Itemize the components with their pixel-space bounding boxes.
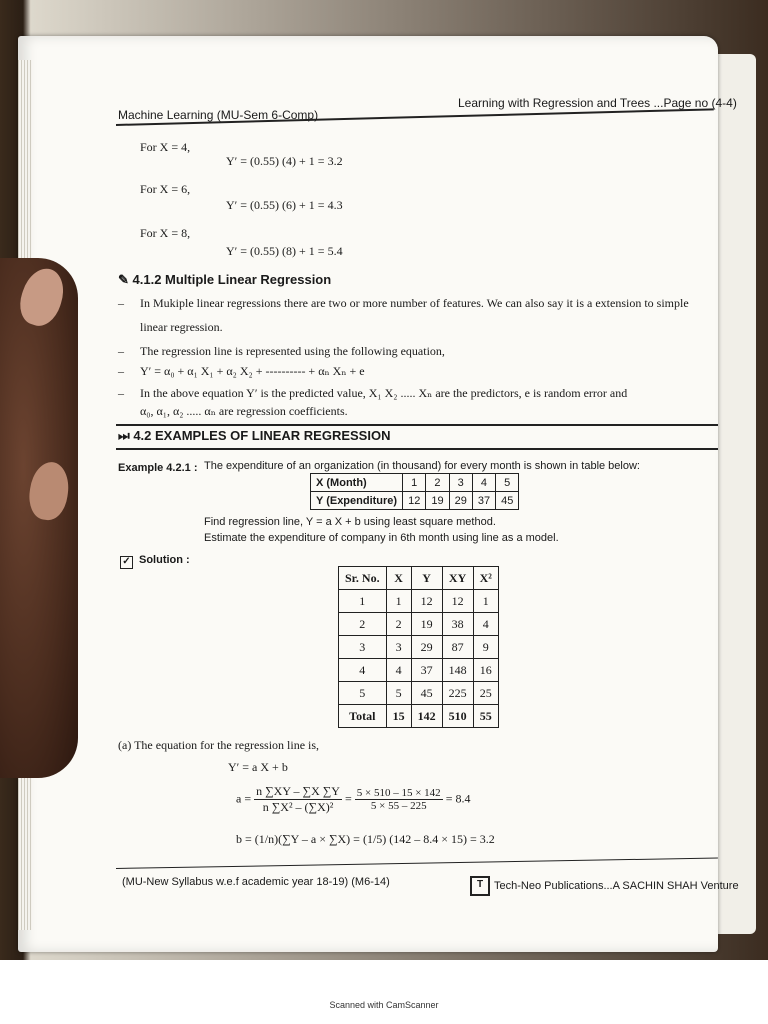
equation-lhs: a = xyxy=(236,791,252,806)
table-cell: 1 xyxy=(339,590,387,613)
column-header: Y xyxy=(411,567,442,590)
pencil-icon: ✎ xyxy=(118,272,133,287)
example-label: Example 4.2.1 : xyxy=(118,462,198,474)
paragraph-line: In Mukiple linear regressions there are two or more number of features. We can also say it is a extension to simple xyxy=(140,296,689,310)
column-header: X² xyxy=(473,567,498,590)
table-cell: 12 xyxy=(403,492,426,510)
table-cell: 29 xyxy=(411,636,442,659)
table-row xyxy=(339,659,499,682)
equation-result: = 8.4 xyxy=(445,791,471,806)
fraction-denominator: 5 × 55 – 225 xyxy=(370,800,427,812)
table-cell: 2 xyxy=(339,613,387,636)
equation-a: a = $\frac{n \sum XY - \sum X \sum Y}{\text{n ∑X² – (∑X)²}}$ = $\frac{5 \times 510 - 15 \times 142}{5 \times 55 - 225}$ = 8.4 xyxy=(236,784,471,814)
row-label: Y (Expenditure) xyxy=(311,492,403,510)
part-a-text: (a) The equation for the regression line is, xyxy=(118,738,320,752)
fraction-numerator: 5 × 510 – 15 × 142 xyxy=(356,787,441,799)
table-header-row xyxy=(339,567,499,590)
table-cell: 12 xyxy=(442,590,473,613)
solution-table xyxy=(338,566,499,728)
fraction-denominator: n ∑X² – (∑X)² xyxy=(262,800,334,814)
table-cell: 4 xyxy=(472,474,495,492)
running-header-left: Machine Learning (MU-Sem 6-Comp) xyxy=(118,108,319,122)
table-cell: 29 xyxy=(449,492,472,510)
table-cell: 4 xyxy=(339,659,387,682)
table-cell: 4 xyxy=(473,613,498,636)
table-cell: 37 xyxy=(472,492,495,510)
section-heading-4-1-2: ✎ 4.1.2 Multiple Linear Regression xyxy=(118,272,332,287)
paragraph-line: linear regression. xyxy=(140,320,223,334)
bullet-dash: – xyxy=(118,344,124,358)
fraction xyxy=(355,787,443,812)
task-text: Find regression line, Y = a X + b using least square method. xyxy=(204,516,496,528)
footer-right: T Tech-Neo Publications...A SACHIN SHAH Venture xyxy=(470,876,739,896)
fraction xyxy=(254,784,342,815)
table-cell: 3 xyxy=(386,636,411,659)
table-cell: 5 xyxy=(386,682,411,705)
table-cell: 16 xyxy=(473,659,498,682)
table-cell: 5 xyxy=(339,682,387,705)
table-cell: 45 xyxy=(496,492,519,510)
row-label: X (Month) xyxy=(311,474,403,492)
table-cell: 3 xyxy=(449,474,472,492)
solution-label: ✓ Solution : xyxy=(120,554,190,569)
prediction-equation: Y′ = (0.55) (4) + 1 = 3.2 xyxy=(226,154,343,168)
prediction-condition: For X = 4, xyxy=(140,140,191,154)
scanner-watermark: Scanned with CamScanner xyxy=(329,1000,439,1010)
table-row xyxy=(311,492,519,510)
column-header: X xyxy=(386,567,411,590)
table-cell: 142 xyxy=(411,705,442,728)
equation-line: Y′ = α₀ + α₁ X₁ + α₂ X₂ + ---------- + αₙ Xₙ + e xyxy=(140,364,365,378)
table-row xyxy=(339,613,499,636)
prediction-equation: Y′ = (0.55) (6) + 1 = 4.3 xyxy=(226,198,343,212)
table-cell: 1 xyxy=(473,590,498,613)
checkbox-icon: ✓ xyxy=(120,556,133,569)
table-cell: 12 xyxy=(411,590,442,613)
table-cell: 87 xyxy=(442,636,473,659)
bullet-dash: – xyxy=(118,364,124,378)
table-total-row xyxy=(339,705,499,728)
table-cell: Total xyxy=(339,705,387,728)
table-row xyxy=(339,636,499,659)
equation-b: b = (1/n)(∑Y – a × ∑X) = (1/5) (142 – 8.4 × 15) = 3.2 xyxy=(236,832,495,846)
table-cell: 1 xyxy=(386,590,411,613)
table-cell: 4 xyxy=(386,659,411,682)
table-cell: 510 xyxy=(442,705,473,728)
table-cell: 55 xyxy=(473,705,498,728)
paragraph-line: In the above equation Y′ is the predicted value, X₁ X₂ ..... Xₙ are the predictors, e is random error and xyxy=(140,386,628,400)
table-cell: 19 xyxy=(411,613,442,636)
table-cell: 2 xyxy=(426,474,449,492)
publisher-logo-icon: T xyxy=(470,876,490,896)
table-cell: 37 xyxy=(411,659,442,682)
column-header: XY xyxy=(442,567,473,590)
table-row xyxy=(339,590,499,613)
paragraph-line: α₀, α₁, α₂ ..... αₙ are regression coefficients. xyxy=(140,404,348,418)
fraction-numerator: n ∑XY – ∑X ∑Y xyxy=(256,784,340,798)
example-data-table xyxy=(310,473,519,510)
table-row xyxy=(339,682,499,705)
table-cell: 1 xyxy=(403,474,426,492)
fast-forward-icon: ⏭ xyxy=(118,428,134,443)
table-cell: 45 xyxy=(411,682,442,705)
next-page-edge xyxy=(716,54,756,934)
table-row xyxy=(311,474,519,492)
table-cell: 225 xyxy=(442,682,473,705)
prediction-condition: For X = 6, xyxy=(140,182,191,196)
table-cell: 148 xyxy=(442,659,473,682)
running-header-right: Learning with Regression and Trees ...Page no (4-4) xyxy=(458,96,737,110)
table-cell: 2 xyxy=(386,613,411,636)
table-cell: 38 xyxy=(442,613,473,636)
table-cell: 25 xyxy=(473,682,498,705)
bullet-dash: – xyxy=(118,386,124,400)
paragraph-line: The regression line is represented using the following equation, xyxy=(140,344,445,358)
table-cell: 3 xyxy=(339,636,387,659)
task-text: Estimate the expenditure of company in 6th month using line as a model. xyxy=(204,532,559,544)
prediction-equation: Y′ = (0.55) (8) + 1 = 5.4 xyxy=(226,244,343,258)
bullet-dash: – xyxy=(118,296,124,310)
column-header: Sr. No. xyxy=(339,567,387,590)
equation-line: Y′ = a X + b xyxy=(228,760,288,774)
table-cell: 15 xyxy=(386,705,411,728)
table-cell: 19 xyxy=(426,492,449,510)
example-text: The expenditure of an organization (in thousand) for every month is shown in table below: xyxy=(204,460,640,472)
section-heading-4-2: ⏭ 4.2 EXAMPLES OF LINEAR REGRESSION xyxy=(118,428,391,443)
table-cell: 9 xyxy=(473,636,498,659)
footer-left: (MU-New Syllabus w.e.f academic year 18-19) (M6-14) xyxy=(122,876,390,888)
table-cell: 5 xyxy=(496,474,519,492)
prediction-condition: For X = 8, xyxy=(140,226,191,240)
